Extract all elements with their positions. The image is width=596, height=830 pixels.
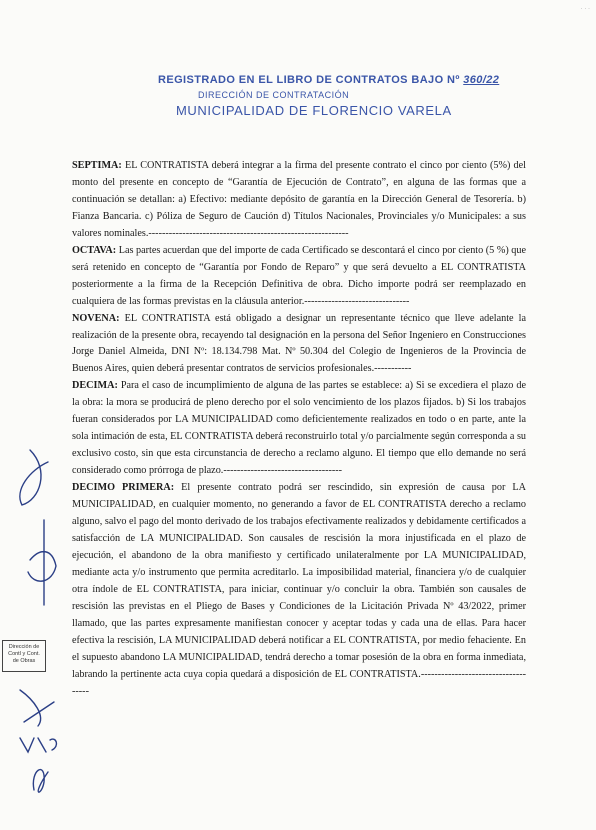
control-stamp-line: Dirección de [8,644,40,650]
municipality-line: MUNICIPALIDAD DE FLORENCIO VARELA [176,103,452,118]
clause-title: OCTAVA: [72,244,117,256]
signature-mark [28,520,56,605]
clause-title: NOVENA: [72,312,120,324]
signature-mark [20,450,48,505]
clause-title: DECIMA: [72,380,118,392]
direction-line: DIRECCIÓN DE CONTRATACIÓN [198,90,350,100]
clause-text: EL CONTRATISTA deberá integrar a la firma del presente contrato el cinco por ciento (5%) del monto del presente en concepto de “Garantía de Ejecución de Contrato”, en alguna de las formas que a continuación se detallan: a) Efectivo: mediante depósito de garantía en la Dirección General de Tesorería. b) Fianza Bancaria. c) Póliza de Seguro de Caución d) Títulos Nacionales, Provinciales y/o Municipales: a sus valores nominales.----------------------------------------------------------- [72,160,526,239]
clause-title: SEPTIMA: [72,160,122,171]
control-stamp-line: Contl y Cont. [8,651,40,657]
signature-mark [20,738,56,752]
clause-title: DECIMO PRIMERA: [72,482,175,494]
clause-text: El presente contrato podrá ser rescindido, sin expresión de causa por LA MUNICIPALIDAD, en cualquier momento, no generando a favor de EL CONTRATISTA derecho a reclamo alguno, salvo el pago del monto derivado de los trabajos efectivamente realizados y debidamente certificados a satisfacción de LA MUNICIPALIDAD. Son causales de rescisión la mora injustificada en el plazo de ejecución, el abandono de la obra manifiesto y certificado unilateralmente por LA MUNICIPALIDAD, mediante acta y/o instrumento que permita acreditarlo. La imposibilidad material, financiera y/o de cualquier otra índole de EL CONTRATISTA, para iniciar, continuar y/o concluir la obra. También son causales de rescisión las previstas en el Pliego de Bases y Condiciones de la Licitación Privada Nº 43/2022, primer llamado, que las partes expresamente manifiestan conocer y aceptar todas y cada una de ellas. Para hacer efectiva la rescisión, LA MUNICIPALIDAD deberá notificar a EL CONTRATISTA, por medio fehaciente. En el supuesto abandono LA MUNICIPALIDAD, tendrá derecho a tomar posesión de la obra en forma inmediata, labrando la pertinente acta cuya copia quedará a disposición de EL CONTRATISTA.------------------------------------ [72,482,526,697]
clause-text: EL CONTRATISTA está obligado a designar un representante técnico que lleve adelante la realización de la presente obra, recayendo tal designación en la persona del Señor Ingeniero en Construcciones Jorge Daniel Almeida, DNI Nº: 18.134.798 Mat. Nº 50.304 del Colegio de Ingenieros de la Provincia de Buenos Aires, quien deberá presentar contratos de servicios profesionales.----------- [72,312,526,375]
registry-prefix: REGISTRADO EN EL LIBRO DE CONTRATOS BAJO Nº [158,74,460,86]
clause-text: Las partes acuerdan que del importe de cada Certificado se descontará el cinco por ciento (5 %) que será retenido en concepto de “Garantía por Fondo de Reparo” y que será devuelto a EL CONTRATISTA posteriormente a la firma de la Recepción Definitiva de obra. Dicho importe podrá ser reemplazado en cualquiera de las formas previstas en la cláusula anterior.------------------------------- [72,244,526,307]
corner-mark: · · · [580,6,590,12]
signature-mark [33,770,48,793]
clause-text: Para el caso de incumplimiento de alguna de las partes se establece: a) Si se excediera el plazo de la obra: la mora se producirá de pleno derecho por el solo vencimiento de los plazos fijados. b) Si los trabajos fueran considerados por LA MUNICIPALIDAD como deficientemente realizados en todo o en parte, ante la sola intimación de esta, EL CONTRATISTA deberá reconstruirlo total y/o parcialmente según corresponda a su exclusivo costo, sin que esta circunstancia de derecho a reclamo alguno. El tiempo que ello demande no será considerado como prórroga de plazo.----------------------------------- [72,380,526,477]
signature-mark [20,690,54,726]
registry-number: 360/22 [463,74,500,86]
control-stamp-line: de Obras [12,658,36,664]
